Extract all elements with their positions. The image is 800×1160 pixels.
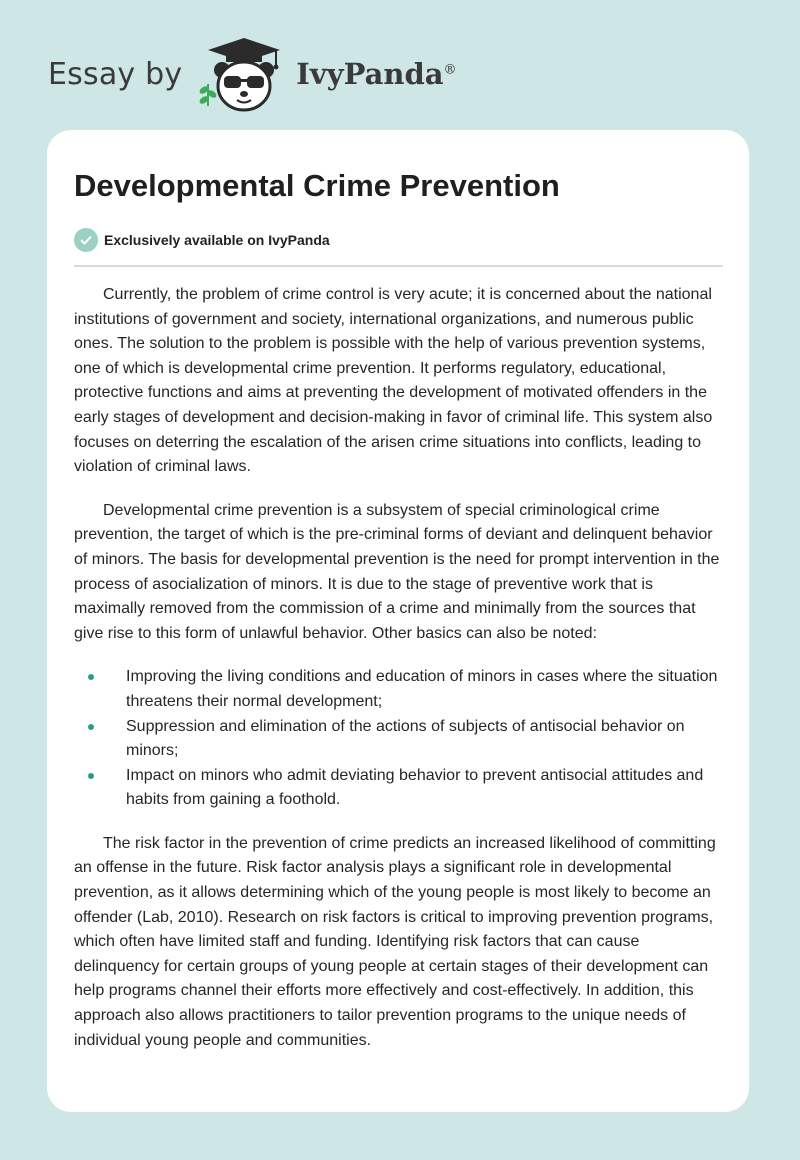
check-circle-icon (74, 228, 98, 252)
paragraph-1: Currently, the problem of crime control is very acute; it is concerned about the national institutions of government and society, international organizations, and numerous public ones. The solution to the problem is possible with the help of various prevention systems, one of which is developmental crime prevention. It performs regulatory, educational, protective functions and aims at preventing the development of motivated offenders in the early stages of development and decision-making in favor of criminal life. This system also focuses on deterring the escalation of the arisen crime situations into conflicts, leading to violation of criminal laws. (74, 286, 713, 476)
paragraph-2: Developmental crime prevention is a subsystem of special criminological crime prevention, the target of which is the pre-criminal forms of deviant and delinquent behavior of minors. The basis for developmental prevention is the need for prompt intervention in the process of asocialization of minors. It is due to the stage of preventive work that is maximally removed from the commission of a crime and minimally from the sources that give rise to this form of unlawful behavior. Other basics can also be noted: (74, 501, 720, 642)
bullet-dot (88, 674, 94, 680)
bullet-list (74, 665, 723, 813)
brand-header (48, 34, 457, 114)
bullet-dot (88, 724, 94, 730)
bullet-text: Improving the living conditions and education of minors in cases where the situation threatens their normal development; (126, 668, 718, 710)
registered-mark: ® (443, 62, 457, 78)
exclusive-badge (74, 228, 723, 252)
article-body (74, 283, 723, 1053)
brand-name (296, 57, 456, 91)
badge-text: Exclusively available on IvyPanda (104, 232, 330, 248)
bullet-text: Impact on minors who admit deviating behavior to prevent antisocial attitudes and habits from gaining a foothold. (126, 766, 704, 809)
list-item (74, 715, 723, 764)
list-item (74, 665, 723, 714)
list-item (74, 764, 723, 813)
bullet-text: Suppression and elimination of the actions of subjects of antisocial behavior on minors; (126, 717, 685, 760)
brand-prefix: Essay by (48, 56, 183, 92)
panda-graduate-icon (196, 34, 292, 114)
divider (74, 265, 723, 267)
brand-name-text: IvyPanda (296, 57, 444, 91)
essay-card (47, 130, 749, 1112)
page-title: Developmental Crime Prevention (74, 168, 560, 203)
paragraph-3: The risk factor in the prevention of crime predicts an increased likelihood of committing an offense in the future. Risk factor analysis plays a significant role in developmental prevention, as it allows determining which of the young people is most likely to become an offender (Lab, 2010). Research on risk factors is critical to improving prevention programs, which often have limited staff and funding. Identifying risk factors that can cause delinquency for certain groups of young people at certain stages of their development can help programs channel their efforts more effectively and cost-effectively. In addition, this approach also allows practitioners to tailor prevention programs to the unique needs of individual young people and communities. (74, 834, 716, 1049)
bullet-dot (88, 773, 94, 779)
